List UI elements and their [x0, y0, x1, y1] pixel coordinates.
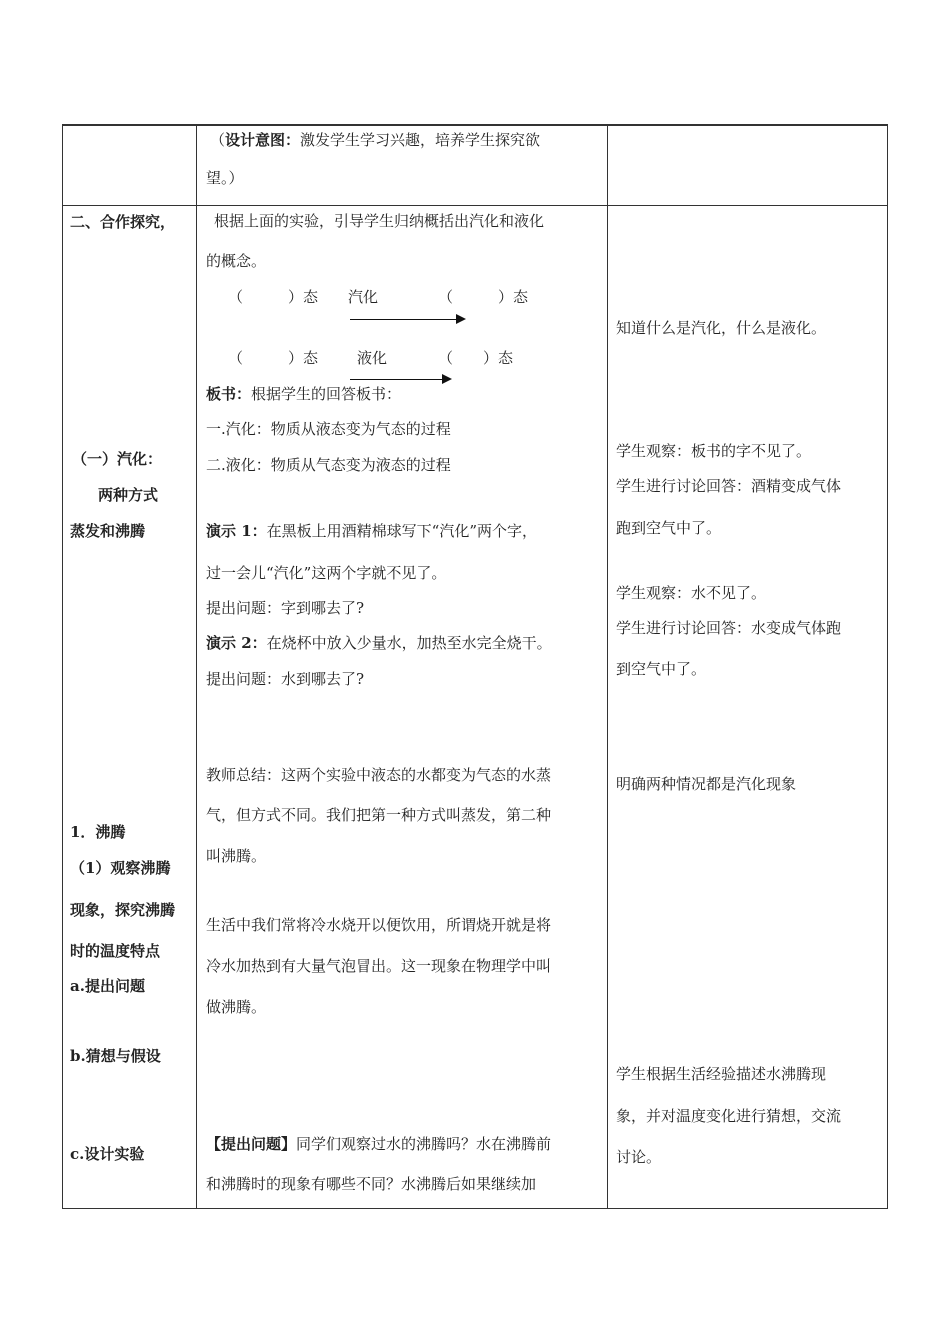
observation-2: 学生观察：水不见了。	[616, 584, 767, 602]
step-b-hypothesis: b.猜想与假设	[70, 1047, 161, 1065]
blank-state-1: （ ）态	[228, 288, 319, 306]
column-divider-2	[607, 124, 608, 1209]
design-intent-label: 设计意图：	[225, 131, 301, 149]
table-bottom-border	[62, 1208, 888, 1209]
know-definition: 知道什么是汽化，什么是液化。	[616, 319, 827, 337]
observe-line-1: （1）观察沸腾	[70, 859, 171, 877]
step-c-design-experiment: c.设计实验	[70, 1145, 145, 1163]
liquefy-arrow	[350, 379, 450, 380]
design-intent-line-2: 望。）	[206, 169, 244, 187]
summary-line-1: 教师总结：这两个实验中液态的水都变为气态的水蒸	[206, 766, 552, 784]
step-a-ask-question: a.提出问题	[70, 977, 145, 995]
life-description-line-3: 讨论。	[616, 1148, 662, 1166]
vaporize-arrow	[350, 319, 464, 320]
summary-line-3: 叫沸腾。	[206, 847, 267, 865]
summary-line-2: 气，但方式不同。我们把第一种方式叫蒸发，第二种	[206, 806, 552, 824]
question-section-label: 【提出问题】	[206, 1135, 297, 1153]
life-line-3: 做沸腾。	[206, 998, 267, 1016]
discussion-1-line-2: 跑到空气中了。	[616, 519, 722, 537]
section-title: 二、合作探究，	[70, 213, 176, 231]
discussion-2-line-1: 学生进行讨论回答：水变成气体跑	[616, 619, 842, 637]
definition-liquefaction: 二.液化：物质从气态变为液态的过程	[206, 456, 451, 474]
table-left-border	[62, 124, 63, 1209]
demo-2-line: 演示 2：在烧杯中放入少量水，加热至水完全烧干。	[206, 634, 552, 652]
blank-state-3: （ ）态	[228, 349, 319, 367]
conclusion: 明确两种情况都是汽化现象	[616, 775, 797, 793]
question-1: 提出问题：字到哪去了?	[206, 599, 365, 617]
boiling-title: 1．沸腾	[70, 823, 126, 841]
life-description-line-1: 学生根据生活经验描述水沸腾现	[616, 1065, 827, 1083]
question-section-line-2: 和沸腾时的现象有哪些不同？水沸腾后如果继续加	[206, 1175, 537, 1193]
demo-1-line-2: 过一会儿“汽化”这两个字就不见了。	[206, 564, 447, 582]
subsection-vaporization: （一）汽化：	[72, 450, 163, 468]
intro-line-2: 的概念。	[206, 252, 267, 270]
intro-line-1: 根据上面的实验，引导学生归纳概括出汽化和液化	[214, 212, 545, 230]
demo-1-label: 演示 1：	[206, 522, 267, 540]
question-section-line-1: 【提出问题】同学们观察过水的沸腾吗？水在沸腾前	[206, 1135, 552, 1153]
observe-line-3: 时的温度特点	[70, 942, 161, 960]
discussion-1-line-1: 学生进行讨论回答：酒精变成气体	[616, 477, 842, 495]
blank-state-4: （ ）态	[438, 349, 514, 367]
two-ways-label: 两种方式	[98, 486, 159, 504]
design-intent-line-1: （设计意图：激发学生学习兴趣，培养学生探究欲	[210, 131, 541, 149]
vaporize-label: 汽化	[348, 288, 379, 306]
demo-2-label: 演示 2：	[206, 634, 267, 652]
blank-state-2: （ ）态	[438, 288, 529, 306]
row-divider	[62, 205, 888, 206]
discussion-2-line-2: 到空气中了。	[616, 660, 707, 678]
life-line-2: 冷水加热到有大量气泡冒出。这一现象在物理学中叫	[206, 957, 552, 975]
observe-line-2: 现象，探究沸腾	[70, 901, 176, 919]
life-description-line-2: 象，并对温度变化进行猜想，交流	[616, 1107, 842, 1125]
question-2: 提出问题：水到哪去了?	[206, 670, 365, 688]
demo-1-line-1: 演示 1：在黑板上用酒精棉球写下“汽化”两个字，	[206, 522, 538, 540]
table-right-border	[887, 124, 888, 1209]
evaporation-boiling-label: 蒸发和沸腾	[70, 522, 146, 540]
observation-1: 学生观察：板书的字不见了。	[616, 442, 812, 460]
table-top-border	[62, 124, 888, 126]
column-divider-1	[196, 124, 197, 1209]
definition-vaporization: 一.汽化：物质从液态变为气态的过程	[206, 420, 451, 438]
board-label: 板书：	[206, 385, 252, 403]
board-writing-line: 板书：根据学生的回答板书：	[206, 385, 402, 403]
life-line-1: 生活中我们常将冷水烧开以便饮用，所谓烧开就是将	[206, 916, 552, 934]
liquefy-label: 液化	[357, 349, 388, 367]
